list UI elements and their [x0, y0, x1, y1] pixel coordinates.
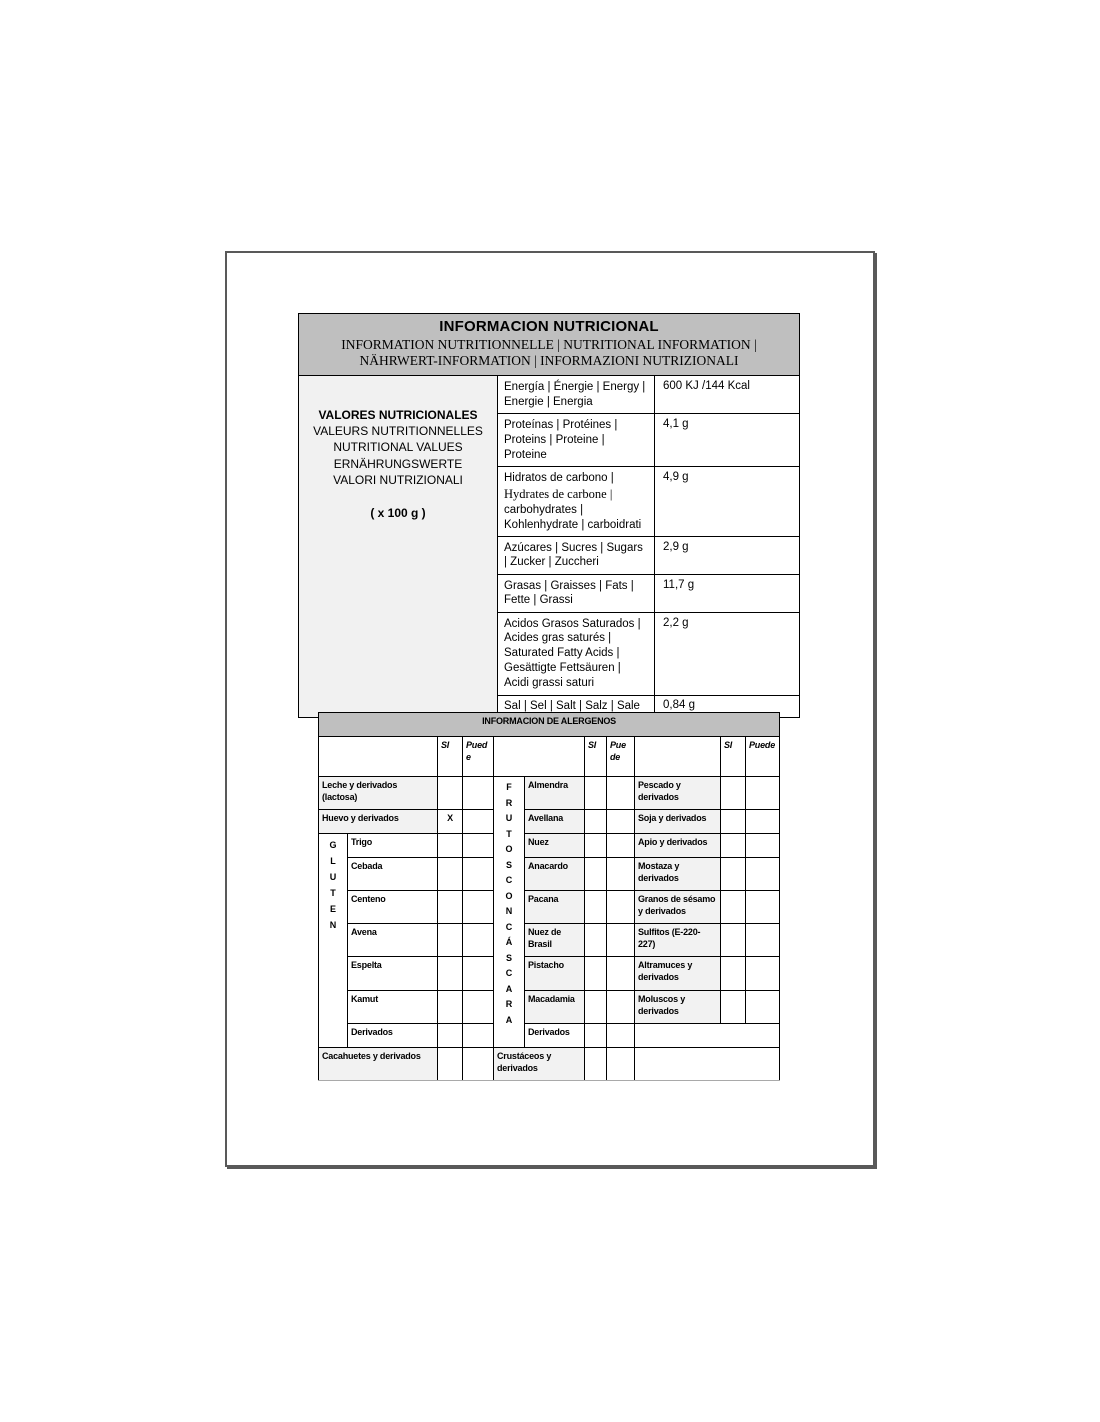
- allergen-fish-label: Pescado y derivados: [635, 777, 721, 810]
- puede-cell: [607, 1048, 635, 1081]
- si-header: SI: [438, 737, 463, 777]
- puede-cell: [463, 891, 494, 924]
- allergen-header-row: [319, 737, 780, 777]
- si-cell: [438, 991, 463, 1024]
- puede-cell: [463, 924, 494, 957]
- side-line: NUTRITIONAL VALUES: [333, 440, 463, 455]
- si-cell: [721, 957, 746, 991]
- puede-cell: [746, 891, 780, 924]
- puede-cell: [746, 810, 780, 834]
- tree-nuts-vertical-label: FRUTOS CON CÁSCARA: [494, 777, 525, 1048]
- allergen-pecan-label: Pacana: [525, 891, 585, 924]
- allergen-macadamia-label: Macadamia: [525, 991, 585, 1024]
- puede-cell: [746, 834, 780, 858]
- si-cell: [721, 858, 746, 891]
- puede-cell: [607, 834, 635, 858]
- allergen-walnut-label: Nuez: [525, 834, 585, 858]
- si-cell: [585, 777, 607, 810]
- allergen-celery-label: Apio y derivados: [635, 834, 721, 858]
- puede-cell: [607, 777, 635, 810]
- puede-cell: [463, 777, 494, 810]
- si-cell: [721, 810, 746, 834]
- allergen-spelt-label: Espelta: [348, 957, 438, 991]
- puede-cell: [607, 1024, 635, 1048]
- allergen-row-9: [319, 1024, 780, 1048]
- puede-cell: [746, 777, 780, 810]
- allergen-almond-label: Almendra: [525, 777, 585, 810]
- puede-cell: [463, 810, 494, 834]
- nutrient-value: 2,2 g: [655, 612, 800, 695]
- allergen-sesame-label: Granos de sésamo y derivados: [635, 891, 721, 924]
- carbs-label-fr-serif: Hydrates de carbone |: [504, 486, 613, 501]
- si-cell: [721, 777, 746, 810]
- si-cell: [585, 891, 607, 924]
- allergen-row-2: [319, 810, 780, 834]
- allergen-row-1: [319, 777, 780, 810]
- allergen-molluscs-label: Moluscos y derivados: [635, 991, 721, 1024]
- puede-cell: [746, 957, 780, 991]
- nutrient-value: 600 KJ /144 Kcal: [655, 375, 800, 413]
- allergen-egg-label: Huevo y derivados: [319, 810, 438, 834]
- side-line: ERNÄHRUNGSWERTE: [333, 456, 463, 471]
- puede-header: Puede: [746, 737, 780, 777]
- puede-cell: [463, 1048, 494, 1081]
- allergen-lupin-label: Altramuces y derivados: [635, 957, 721, 991]
- nutrition-table: [298, 313, 800, 718]
- allergen-soy-label: Soja y derivados: [635, 810, 721, 834]
- empty-region: [635, 1024, 780, 1048]
- allergen-kamut-label: Kamut: [348, 991, 438, 1024]
- gluten-derivatives-label: Derivados: [348, 1024, 438, 1048]
- si-cell: [585, 957, 607, 991]
- nutrition-header-row: [299, 314, 800, 376]
- puede-cell: [463, 957, 494, 991]
- puede-cell: [607, 810, 635, 834]
- allergen-cashew-label: Anacardo: [525, 858, 585, 891]
- si-cell: [721, 891, 746, 924]
- si-cell: [438, 1048, 463, 1081]
- allergen-milk-label: Leche y derivados (lactosa): [319, 777, 438, 810]
- puede-cell: [463, 858, 494, 891]
- puede-cell: [607, 858, 635, 891]
- gluten-vertical-label: GLUTEN: [319, 834, 348, 1048]
- si-cell-marked: X: [438, 810, 463, 834]
- si-cell: [585, 1024, 607, 1048]
- nutrient-label: Grasas | Graisses | Fats | Fette | Grassi: [498, 574, 655, 612]
- si-cell: [585, 924, 607, 957]
- allergen-rye-label: Centeno: [348, 891, 438, 924]
- nutrient-value: 11,7 g: [655, 574, 800, 612]
- si-cell: [585, 834, 607, 858]
- allergen-mustard-label: Mostaza y derivados: [635, 858, 721, 891]
- nutrition-row-energy: [299, 375, 800, 413]
- puede-cell: [746, 858, 780, 891]
- nut-derivatives-label: Derivados: [525, 1024, 585, 1048]
- nutrient-value: 0,84 g: [655, 695, 800, 717]
- puede-cell: [607, 891, 635, 924]
- si-cell: [438, 957, 463, 991]
- allergen-row-4: [319, 858, 780, 891]
- carbs-label-es: Hidratos de carbono |: [504, 471, 614, 484]
- nutrient-value: 4,9 g: [655, 466, 800, 536]
- allergen-title: INFORMACION DE ALERGENOS: [319, 713, 780, 737]
- si-cell: [721, 991, 746, 1024]
- si-cell: [585, 991, 607, 1024]
- header-empty-cell: [494, 737, 585, 777]
- puede-cell: [607, 991, 635, 1024]
- allergen-row-7: [319, 957, 780, 991]
- nutrient-label: Sal | Sel | Salt | Salz | Sale: [498, 695, 655, 717]
- allergen-row-8: [319, 991, 780, 1024]
- si-cell: [585, 810, 607, 834]
- puede-cell: [463, 834, 494, 858]
- side-line: VALEURS NUTRITIONNELLES: [313, 424, 483, 439]
- document-page: [225, 251, 875, 1167]
- puede-cell: [746, 991, 780, 1024]
- allergen-wheat-label: Trigo: [348, 834, 438, 858]
- si-cell: [438, 777, 463, 810]
- si-header: SI: [585, 737, 607, 777]
- nutrition-side-header: [299, 375, 498, 717]
- allergen-hazelnut-label: Avellana: [525, 810, 585, 834]
- allergen-brazil-nut-label: Nuez de Brasil: [525, 924, 585, 957]
- nutrient-value: 4,1 g: [655, 413, 800, 466]
- header-empty-cell: [635, 737, 721, 777]
- allergen-barley-label: Cebada: [348, 858, 438, 891]
- allergen-pistachio-label: Pistacho: [525, 957, 585, 991]
- allergen-row-6: [319, 924, 780, 957]
- header-empty-cell: [319, 737, 438, 777]
- nutrient-label: Acidos Grasos Saturados | Acides gras saturés | Saturated Fatty Acids | Gesättigte Fettsäuren | Acidi grassi saturi: [498, 612, 655, 695]
- carbs-label-rest: carbohydrates | Kohlenhydrate | carboidrati: [504, 503, 642, 531]
- puede-cell: [463, 991, 494, 1024]
- puede-cell: [746, 924, 780, 957]
- nutrition-subtitle: INFORMATION NUTRITIONNELLE | NUTRITIONAL INFORMATION | NÄHRWERT-INFORMATION | INFORMAZIONI NUTRIZIONALI: [341, 337, 757, 369]
- puede-header: Puede: [463, 737, 494, 777]
- si-cell: [721, 924, 746, 957]
- puede-cell: [607, 924, 635, 957]
- allergen-sulphites-label: Sulfitos (E-220-227): [635, 924, 721, 957]
- puede-cell: [607, 957, 635, 991]
- si-cell: [438, 834, 463, 858]
- allergen-oats-label: Avena: [348, 924, 438, 957]
- si-cell: [721, 834, 746, 858]
- nutrient-label: Proteínas | Protéines | Proteins | Proteine | Proteine: [498, 413, 655, 466]
- si-cell: [438, 858, 463, 891]
- allergen-row-10: [319, 1048, 780, 1081]
- si-cell: [585, 1048, 607, 1081]
- side-title: VALORES NUTRICIONALES: [318, 407, 478, 422]
- empty-region: [635, 1048, 780, 1081]
- nutrient-value: 2,9 g: [655, 536, 800, 574]
- si-header: SI: [721, 737, 746, 777]
- side-per-100g: ( x 100 g ): [370, 505, 426, 520]
- allergen-crustacean-label: Crustáceos y derivados: [494, 1048, 585, 1081]
- nutrient-label: [498, 466, 655, 536]
- nutrient-label: Energía | Énergie | Energy | Energie | Energia: [498, 375, 655, 413]
- si-cell: [585, 858, 607, 891]
- si-cell: [438, 924, 463, 957]
- allergen-title-row: [319, 713, 780, 737]
- allergen-row-5: [319, 891, 780, 924]
- nutrition-header-cell: [299, 314, 800, 376]
- si-cell: [438, 891, 463, 924]
- nutrient-label: Azúcares | Sucres | Sugars | Zucker | Zuccheri: [498, 536, 655, 574]
- allergen-row-3: [319, 834, 780, 858]
- allergen-table: [318, 712, 780, 1081]
- nutrition-title: INFORMACION NUTRICIONAL: [439, 318, 659, 335]
- puede-header: Puede: [607, 737, 635, 777]
- si-cell: [438, 1024, 463, 1048]
- side-line: VALORI NUTRIZIONALI: [333, 472, 463, 487]
- allergen-peanut-label: Cacahuetes y derivados: [319, 1048, 438, 1081]
- puede-cell: [463, 1024, 494, 1048]
